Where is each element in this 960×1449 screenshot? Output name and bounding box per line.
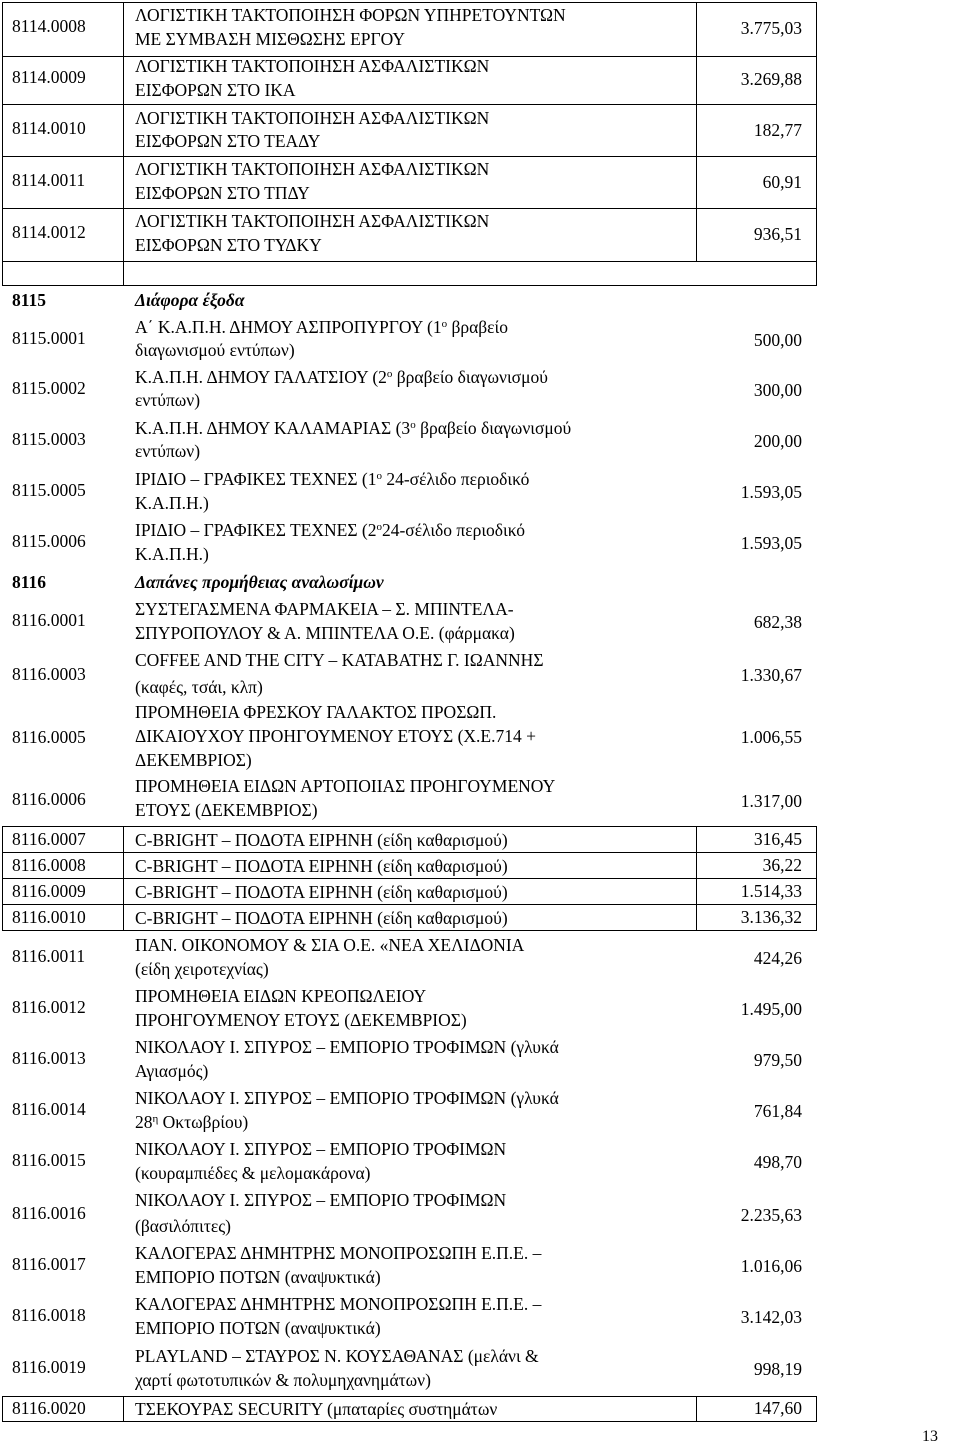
rule bbox=[123, 1396, 124, 1421]
description-line: C-BRIGHT – ΠΟΔΟΤΑ ΕΙΡΗΝΗ (είδη καθαρισμού) bbox=[135, 882, 508, 902]
description-line: ΠΑΝ. ΟΙΚΟΝΟΜΟΥ & ΣΙΑ Ο.Ε. «ΝΕΑ ΧΕΛΙΔΟΝΙΑ bbox=[135, 935, 525, 955]
description-line: ΛΟΓΙΣΤΙΚΗ ΤΑΚΤΟΠΟΙΗΣΗ ΑΣΦΑΛΙΣΤΙΚΩΝ bbox=[135, 211, 490, 231]
description-line: C-BRIGHT – ΠΟΔΟΤΑ ΕΙΡΗΝΗ (είδη καθαρισμού) bbox=[135, 856, 508, 876]
description-line: ΤΣΕΚΟΥΡΑΣ SECURITY (μπαταρίες συστημάτων bbox=[135, 1399, 498, 1419]
rule bbox=[2, 1396, 817, 1397]
description-line: ΕΜΠΟΡΙΟ ΠΟΤΩΝ (αναψυκτικά) bbox=[135, 1318, 381, 1338]
description-line: ΛΟΓΙΣΤΙΚΗ ΤΑΚΤΟΠΟΙΗΣΗ ΑΣΦΑΛΙΣΤΙΚΩΝ bbox=[135, 159, 490, 179]
account-code: 8116.0019 bbox=[12, 1357, 86, 1377]
rule bbox=[2, 1396, 3, 1421]
description-line: Α΄ Κ.Α.Π.Η. ΔΗΜΟΥ ΑΣΠΡΟΠΥΡΓΟΥ ($1^o$ βραβείο bbox=[135, 317, 508, 337]
account-code: 8116.0008 bbox=[12, 855, 86, 875]
description-line: ΙΡΙΔΙΟ – ΓΡΑΦΙΚΕΣ ΤΕΧΝΕΣ ($1^o$ 24-σέλιδο περιοδικό bbox=[135, 469, 530, 489]
description-line: ΕΤΟΥΣ (ΔΕΚΕΜΒΡΙΟΣ) bbox=[135, 800, 318, 820]
description-line: Κ.Α.Π.Η.) bbox=[135, 544, 209, 564]
description-line: ΠΡΟΜΗΘΕΙΑ ΕΙΔΩΝ ΚΡΕΟΠΩΛΕΙΟΥ bbox=[135, 986, 427, 1006]
amount: 200,00 bbox=[753, 431, 802, 451]
section-code: 8115 bbox=[12, 290, 47, 310]
account-code: 8116.0018 bbox=[12, 1305, 86, 1325]
amount: 182,77 bbox=[753, 120, 802, 140]
rule bbox=[2, 826, 817, 827]
rule bbox=[2, 2, 817, 3]
description-line: ΕΙΣΦΟΡΩΝ ΣΤΟ ΙΚΑ bbox=[135, 80, 296, 100]
account-code: 8116.0007 bbox=[12, 829, 86, 849]
account-code: 8116.0015 bbox=[12, 1150, 86, 1170]
rule bbox=[2, 156, 817, 157]
description-line: ΝΙΚΟΛΑΟΥ Ι. ΣΠΥΡΟΣ – ΕΜΠΟΡΙΟ ΤΡΟΦΙΜΩΝ bbox=[135, 1190, 507, 1210]
amount: 3.142,03 bbox=[740, 1307, 802, 1327]
amount: 682,38 bbox=[753, 612, 802, 632]
description-line: (βασιλόπιτες) bbox=[135, 1216, 231, 1236]
rule bbox=[696, 1396, 697, 1421]
description-line: Κ.Α.Π.Η. ΔΗΜΟΥ ΓΑΛΑΤΣΙΟΥ ($2^o$ βραβείο διαγωνισμού bbox=[135, 367, 548, 387]
amount: 1.330,67 bbox=[740, 665, 802, 685]
amount: 998,19 bbox=[753, 1359, 802, 1379]
description-line: ΙΡΙΔΙΟ – ΓΡΑΦΙΚΕΣ ΤΕΧΝΕΣ ($2^o24$-σέλιδο περιοδικό bbox=[135, 520, 525, 540]
account-code: 8114.0009 bbox=[12, 67, 86, 87]
rule bbox=[2, 852, 817, 853]
rule bbox=[2, 104, 817, 105]
description-line: ΚΑΛΟΓΕΡΑΣ ΔΗΜΗΤΡΗΣ ΜΟΝΟΠΡΟΣΩΠΗ Ε.Π.Ε. – bbox=[135, 1243, 542, 1263]
amount: 3.775,03 bbox=[740, 18, 802, 38]
page-number: 13 bbox=[922, 1428, 938, 1445]
amount: 2.235,63 bbox=[740, 1205, 802, 1225]
rule bbox=[2, 261, 817, 262]
rule bbox=[2, 208, 817, 209]
description-line: C-BRIGHT – ΠΟΔΟΤΑ ΕΙΡΗΝΗ (είδη καθαρισμού) bbox=[135, 830, 508, 850]
amount: 1.593,05 bbox=[740, 533, 802, 553]
description-line: (καφές, τσάι, κλπ) bbox=[135, 677, 263, 697]
description-line: (κουραμπιέδες & μελομακάρονα) bbox=[135, 1163, 371, 1183]
description-line: χαρτί φωτοτυπικών & πολυμηχανημάτων) bbox=[135, 1370, 431, 1390]
amount: 936,51 bbox=[753, 224, 802, 244]
rule bbox=[2, 285, 817, 286]
description-line: Κ.Α.Π.Η.) bbox=[135, 493, 209, 513]
account-code: 8115.0003 bbox=[12, 429, 86, 449]
account-code: 8116.0009 bbox=[12, 881, 86, 901]
section-code: 8116 bbox=[12, 572, 47, 592]
rule bbox=[2, 904, 817, 905]
section-title: Δαπάνες προμήθειας αναλωσίμων bbox=[135, 572, 384, 592]
amount: 36,22 bbox=[762, 855, 802, 875]
rule bbox=[2, 2, 3, 285]
description-line: C-BRIGHT – ΠΟΔΟΤΑ ΕΙΡΗΝΗ (είδη καθαρισμού) bbox=[135, 908, 508, 928]
account-code: 8115.0001 bbox=[12, 328, 86, 348]
rule bbox=[2, 1421, 817, 1422]
description-line: ΚΑΛΟΓΕΡΑΣ ΔΗΜΗΤΡΗΣ ΜΟΝΟΠΡΟΣΩΠΗ Ε.Π.Ε. – bbox=[135, 1294, 542, 1314]
description-line: εντύπων) bbox=[135, 441, 201, 461]
amount: 60,91 bbox=[762, 172, 802, 192]
description-line: ΛΟΓΙΣΤΙΚΗ ΤΑΚΤΟΠΟΙΗΣΗ ΑΣΦΑΛΙΣΤΙΚΩΝ bbox=[135, 56, 490, 76]
account-code: 8116.0020 bbox=[12, 1398, 86, 1418]
amount: 979,50 bbox=[753, 1050, 802, 1070]
description-line: Αγιασμός) bbox=[135, 1061, 209, 1081]
description-line: ΝΙΚΟΛΑΟΥ Ι. ΣΠΥΡΟΣ – ΕΜΠΟΡΙΟ ΤΡΟΦΙΜΩΝ (γλυκά bbox=[135, 1037, 559, 1057]
description-line: ΠΡΟΜΗΘΕΙΑ ΦΡΕΣΚΟΥ ΓΑΛΑΚΤΟΣ ΠΡΟΣΩΠ. bbox=[135, 702, 497, 722]
account-code: 8116.0010 bbox=[12, 907, 86, 927]
rule bbox=[816, 826, 817, 930]
description-line: ΕΙΣΦΟΡΩΝ ΣΤΟ ΤΕΑΔΥ bbox=[135, 131, 321, 151]
account-code: 8116.0011 bbox=[12, 946, 86, 966]
account-code: 8115.0006 bbox=[12, 531, 86, 551]
amount: 1.514,33 bbox=[740, 881, 802, 901]
amount: 1.317,00 bbox=[740, 791, 802, 811]
rule bbox=[2, 878, 817, 879]
description-line: ΛΟΓΙΣΤΙΚΗ ΤΑΚΤΟΠΟΙΗΣΗ ΑΣΦΑΛΙΣΤΙΚΩΝ bbox=[135, 108, 490, 128]
account-code: 8114.0011 bbox=[12, 170, 86, 190]
rule bbox=[816, 1396, 817, 1421]
rule bbox=[696, 826, 697, 930]
description-line: ΝΙΚΟΛΑΟΥ Ι. ΣΠΥΡΟΣ – ΕΜΠΟΡΙΟ ΤΡΟΦΙΜΩΝ (γλυκά bbox=[135, 1088, 559, 1108]
rule bbox=[2, 826, 3, 930]
account-code: 8114.0012 bbox=[12, 222, 86, 242]
account-code: 8116.0017 bbox=[12, 1254, 86, 1274]
amount: 147,60 bbox=[753, 1398, 802, 1418]
amount: 3.136,32 bbox=[740, 907, 802, 927]
description-line: ΣΠΥΡΟΠΟΥΛΟΥ & Α. ΜΠΙΝΤΕΛΑ Ο.Ε. (φάρμακα) bbox=[135, 623, 515, 643]
description-line: ΠΡΟΜΗΘΕΙΑ ΕΙΔΩΝ ΑΡΤΟΠΟΙΙΑΣ ΠΡΟΗΓΟΥΜΕΝΟΥ bbox=[135, 776, 556, 796]
account-code: 8116.0014 bbox=[12, 1099, 86, 1119]
account-code: 8116.0016 bbox=[12, 1203, 86, 1223]
amount: 1.495,00 bbox=[740, 999, 802, 1019]
account-code: 8116.0012 bbox=[12, 997, 86, 1017]
description-line: Κ.Α.Π.Η. ΔΗΜΟΥ ΚΑΛΑΜΑΡΙΑΣ ($3^o$ βραβείο διαγωνισμού bbox=[135, 418, 572, 438]
section-title: Διάφορα έξοδα bbox=[135, 290, 245, 310]
account-code: 8116.0005 bbox=[12, 727, 86, 747]
rule bbox=[123, 826, 124, 930]
description-line: $28^\eta$ Οκτωβρίου) bbox=[135, 1112, 249, 1132]
description-line: ΕΙΣΦΟΡΩΝ ΣΤΟ ΤΥΔΚΥ bbox=[135, 235, 322, 255]
amount: 300,00 bbox=[753, 380, 802, 400]
amount: 498,70 bbox=[753, 1152, 802, 1172]
description-line: εντύπων) bbox=[135, 390, 201, 410]
description-line: ΝΙΚΟΛΑΟΥ Ι. ΣΠΥΡΟΣ – ΕΜΠΟΡΙΟ ΤΡΟΦΙΜΩΝ bbox=[135, 1139, 507, 1159]
amount: 500,00 bbox=[753, 330, 802, 350]
description-line: ΔΕΚΕΜΒΡΙΟΣ) bbox=[135, 750, 252, 770]
amount: 1.593,05 bbox=[740, 482, 802, 502]
description-line: ΛΟΓΙΣΤΙΚΗ ΤΑΚΤΟΠΟΙΗΣΗ ΦΟΡΩΝ ΥΠΗΡΕΤΟΥΝΤΩΝ bbox=[135, 5, 566, 25]
account-code: 8116.0003 bbox=[12, 664, 86, 684]
amount: 3.269,88 bbox=[740, 69, 802, 89]
amount: 1.016,06 bbox=[740, 1256, 802, 1276]
description-line: διαγωνισμού εντύπων) bbox=[135, 340, 295, 360]
account-code: 8116.0013 bbox=[12, 1048, 86, 1068]
account-code: 8114.0008 bbox=[12, 16, 86, 36]
rule bbox=[2, 930, 817, 931]
account-code: 8116.0006 bbox=[12, 789, 86, 809]
description-line: ΠΡΟΗΓΟΥΜΕΝΟΥ ΕΤΟΥΣ (ΔΕΚΕΜΒΡΙΟΣ) bbox=[135, 1010, 467, 1030]
description-line: ΔΙΚΑΙΟΥΧΟΥ ΠΡΟΗΓΟΥΜΕΝΟΥ ΕΤΟΥΣ (Χ.Ε.714 + bbox=[135, 726, 536, 746]
amount: 316,45 bbox=[753, 829, 802, 849]
rule bbox=[696, 2, 697, 261]
amount: 1.006,55 bbox=[740, 727, 802, 747]
description-line: PLAYLAND – ΣΤΑΥΡΟΣ Ν. ΚΟΥΣΑΘΑΝΑΣ (μελάνι & bbox=[135, 1346, 539, 1366]
rule bbox=[123, 2, 124, 285]
description-line: ΕΙΣΦΟΡΩΝ ΣΤΟ ΤΠΔΥ bbox=[135, 183, 310, 203]
description-line: ΜΕ ΣΥΜΒΑΣΗ ΜΙΣΘΩΣΗΣ ΕΡΓΟΥ bbox=[135, 29, 406, 49]
account-code: 8115.0002 bbox=[12, 378, 86, 398]
description-line: ΕΜΠΟΡΙΟ ΠΟΤΩΝ (αναψυκτικά) bbox=[135, 1267, 381, 1287]
description-line: ΣΥΣΤΕΓΑΣΜΕΝΑ ΦΑΡΜΑΚΕΙΑ – Σ. ΜΠΙΝΤΕΛΑ- bbox=[135, 599, 514, 619]
account-code: 8114.0010 bbox=[12, 118, 86, 138]
description-line: (είδη χειροτεχνίας) bbox=[135, 959, 269, 979]
amount: 424,26 bbox=[753, 948, 802, 968]
account-code: 8115.0005 bbox=[12, 480, 86, 500]
amount: 761,84 bbox=[753, 1101, 802, 1121]
rule bbox=[816, 2, 817, 285]
description-line: COFFEE AND THE CITY – ΚΑΤΑΒΑΤΗΣ Γ. ΙΩΑΝΝΗΣ bbox=[135, 650, 544, 670]
account-code: 8116.0001 bbox=[12, 610, 86, 630]
